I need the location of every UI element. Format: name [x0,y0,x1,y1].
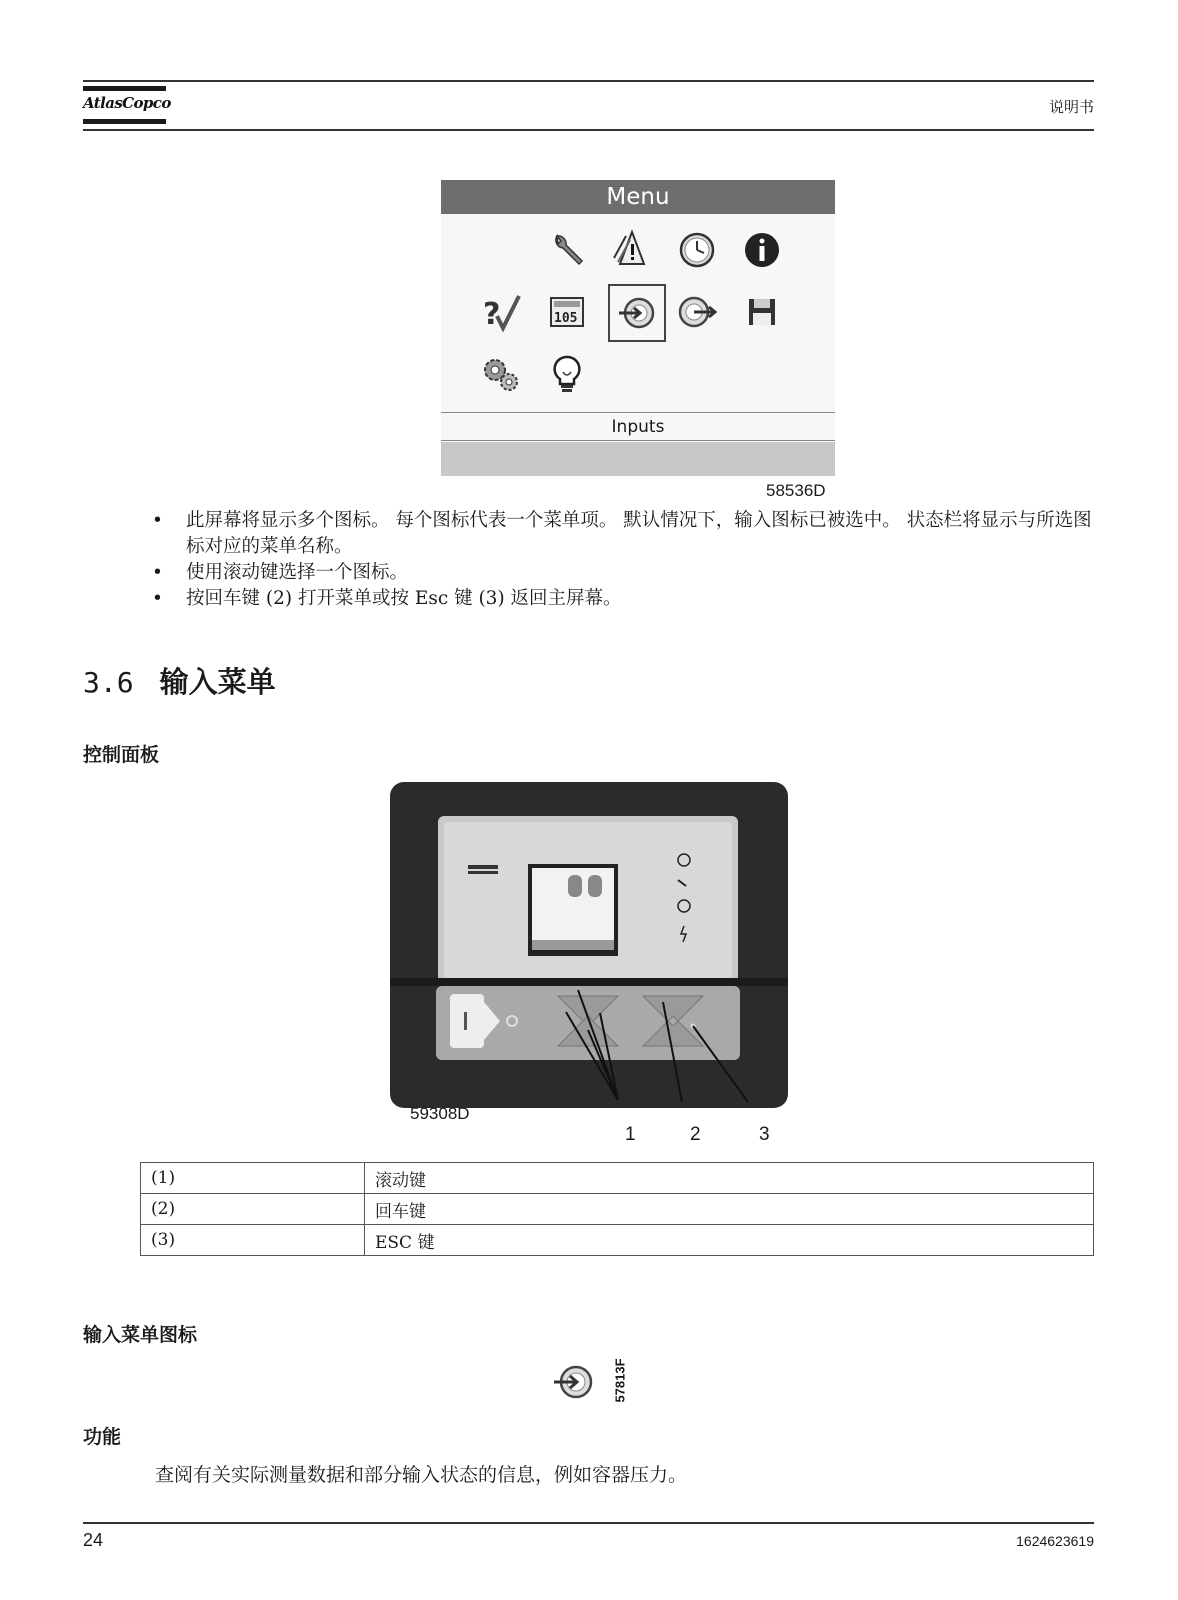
footer-rule [83,1522,1094,1524]
inputs-icon [552,1360,596,1404]
bullet-list [150,508,1094,612]
icon-figure-id: 57813F [612,1358,628,1403]
menu-footer-bar [441,442,835,476]
save-icon [740,290,784,334]
table-row: (1) 滚动键 [141,1163,1094,1194]
settings-gears-icon [479,352,523,396]
document-number: 1624623619 [1016,1533,1094,1549]
menu-status-bar: Inputs [611,417,665,437]
counter-icon [545,290,589,334]
section-title: 输入菜单 [159,665,276,699]
function-text: 查阅有关实际测量数据和部分输入状态的信息，例如容器压力。 [155,1464,688,1486]
menu-screen-figure [441,180,835,476]
table-row: (3) ESC 键 [141,1225,1094,1256]
function-heading: 功能 [83,1426,122,1448]
atlas-copco-logo: AtlasCopco [83,86,166,126]
info-icon [740,228,784,272]
keys-table [140,1162,1094,1256]
menu-title: Menu [441,180,835,214]
controller-display [528,864,618,956]
section-number: 3.6 [83,666,134,699]
header-top-rule [83,80,1094,82]
svg-text:?: ? [483,297,501,332]
section-heading [83,660,276,701]
svg-text:105: 105 [554,311,578,326]
lightbulb-icon [545,352,589,396]
header-bottom-rule [83,129,1094,131]
list-item: • 使用滚动键选择一个图标。 [152,562,409,583]
callout-3: 3 [759,1124,770,1145]
warning-icon [610,226,654,270]
inputs-icon[interactable] [615,291,659,335]
list-item: • 此屏幕将显示多个图标。 每个图标代表一个菜单项。 默认情况下，输入图标已被选中。 状态栏将显示与所选图标对应的菜单名称。 [152,510,1092,557]
wrench-icon [545,228,589,272]
table-row: (2) 回车键 [141,1194,1094,1225]
clock-icon [675,228,719,272]
panel-figure-id: 59308D [410,1104,470,1123]
menu-figure-id: 58536D [766,481,826,500]
callout-1: 1 [625,1124,636,1145]
list-item: • 按回车键 (2) 打开菜单或按 Esc 键 (3) 返回主屏幕。 [152,588,622,609]
icon-figure-id-wrap [612,1356,628,1406]
question-check-icon [479,290,523,334]
document-type: 说明书 [1048,98,1094,116]
input-icon-heading: 输入菜单图标 [83,1324,198,1346]
callout-2: 2 [690,1124,701,1145]
page-number: 24 [83,1530,104,1550]
control-panel-heading: 控制面板 [83,744,160,766]
outputs-icon [675,290,719,334]
